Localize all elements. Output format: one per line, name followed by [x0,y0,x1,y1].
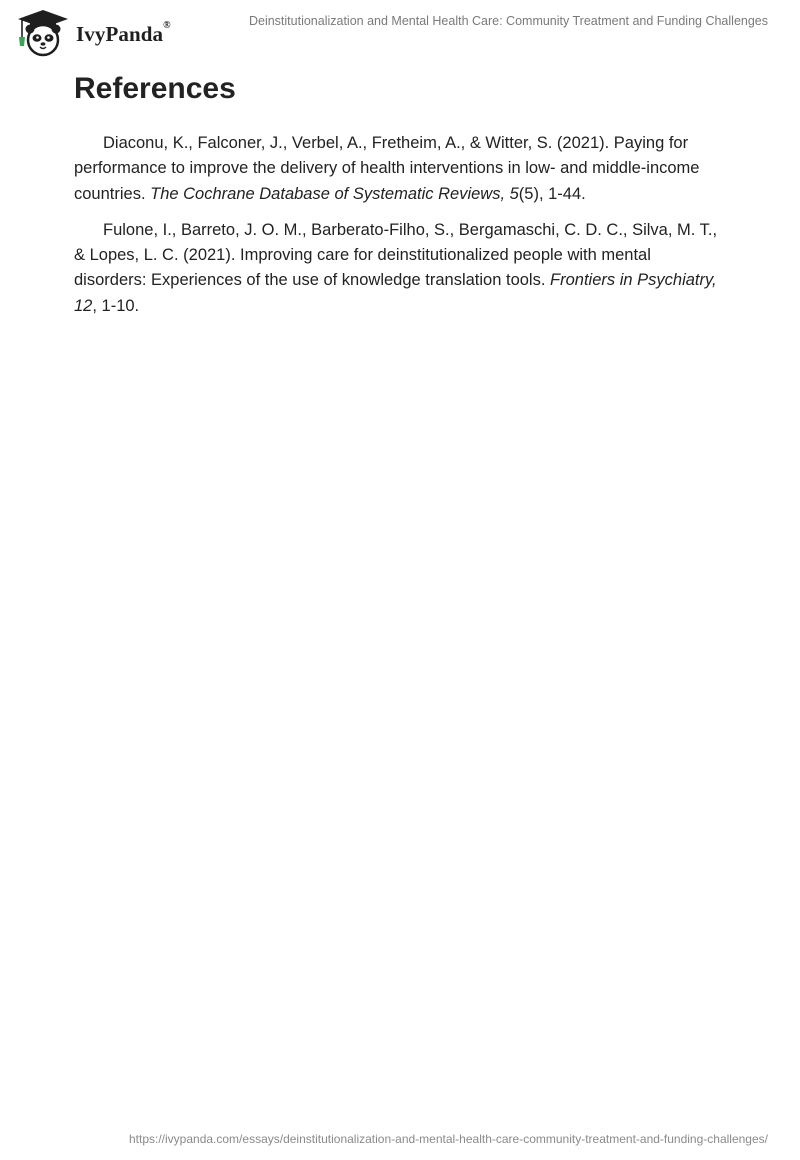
reference-source: The Cochrane Database of Systematic Reviews, 5 [150,184,519,203]
panda-graduation-cap-icon [14,8,72,58]
ivypanda-logo[interactable] [14,8,171,58]
reference-entry [74,131,724,207]
reference-pages: (5), 1-44. [518,184,586,203]
references-list [74,131,724,330]
reference-text: Diaconu, K., Falconer, J., Verbel, A., Fretheim, A., & Witter, S. (2021). Paying for performance to improve the delivery of health interventions in low- and middle-income countries. [74,134,700,203]
reference-pages: , 1-10. [92,296,140,315]
reference-text: Fulone, I., Barreto, J. O. M., Barberato-Filho, S., Bergamaschi, C. D. C., Silva, M. T., & Lopes, L. C. (2021). Improving care for deinstitutionalized people with mental disorders: Experiences of the use of knowledge translation tools. [74,220,718,290]
running-header-title: Deinstitutionalization and Mental Health Care: Community Treatment and Funding Challenges [248,14,768,28]
reference-entry [74,218,724,319]
brand-name: IvyPanda® [76,19,171,46]
page-title: References [74,72,236,105]
registered-mark: ® [163,19,171,31]
footer-source-url[interactable]: https://ivypanda.com/essays/deinstitutionalization-and-mental-health-care-community-treatment-and-funding-challenges/ [129,1132,768,1146]
reference-source: Frontiers in Psychiatry, 12 [74,271,717,315]
